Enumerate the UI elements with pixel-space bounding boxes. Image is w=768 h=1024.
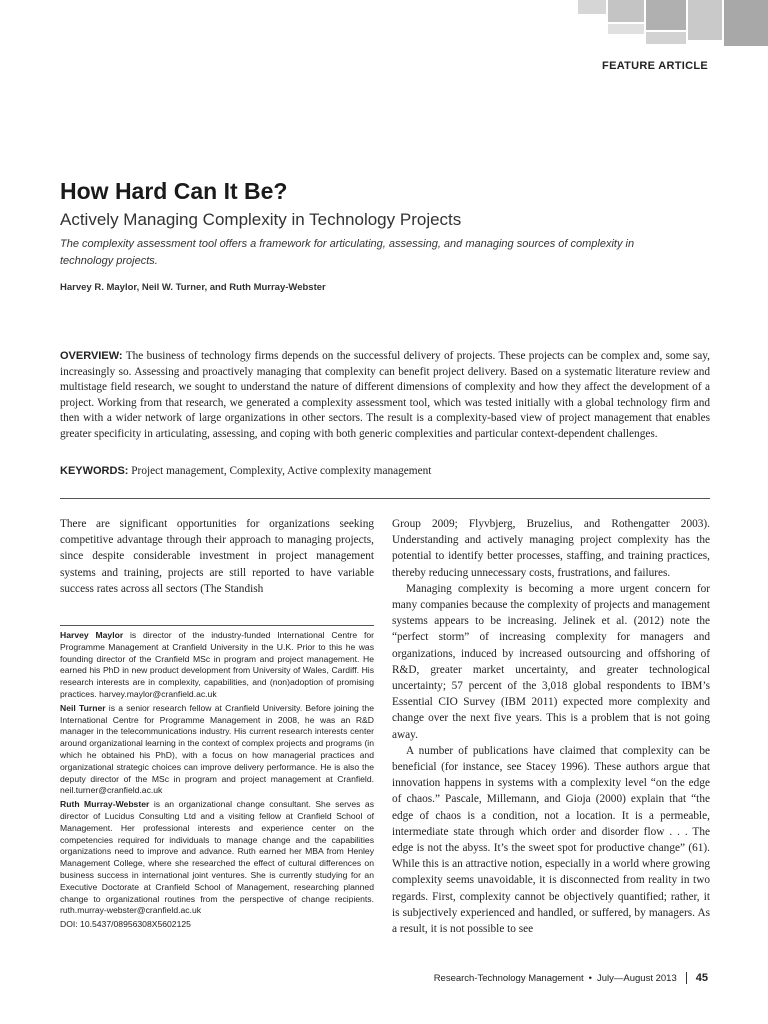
page-footer [434, 972, 708, 984]
overview-text: The business of technology firms depends on the successful delivery of projects. These projects can be complex and, some say, increasingly so. Assessing and proactively managing that complexity can benefit project delivery. Based on a systematic literature review and multistage field research, we sought to understand the nature of different dimensions of complexity and how they affect the development of a project. Working from that research, we generated a complexity assessment tool, which was tested initially with a global technology firm and then with a wider network of large organizations in other sectors. The result is a complexity-based view of project management that enables greater specificity in articulating, assessing, and coping with both generic complexities and particular context-dependent challenges. [60, 350, 710, 440]
overview-label: OVERVIEW: [60, 350, 123, 362]
bio-text: is director of the industry-funded International Centre for Programme Management at Cranfield University in the U.K. Prior to this he was founding director of the Cranfield MSc in program and project management. He earned his PhD in new product development from University of Wales, Cardiff. His research interests are in complexity, capabilities, and (non)adoption of promising practices. harvey.maylor@cranfield.ac.uk [60, 630, 374, 699]
body-right-column [392, 516, 710, 937]
bio-text: is a senior research fellow at Cranfield University. Before joining the International Centre for Programme Management in 2008, he was an R&D manager in the telecommunications industry. His current research interests center around organizational learning in the context of complex projects and programs (in which he obtained his PhD), with a focus on how managerial practices and organizational strategic choices can improve delivery performance. He is also the deputy director of the MSc in program and project management at Cranfield. neil.turner@cranfield.ac.uk [60, 702, 374, 796]
doi: DOI: 10.5437/08956308X5602125 [60, 919, 191, 930]
journal-name: Research-Technology Management [433, 972, 584, 984]
keywords [60, 465, 710, 477]
paragraph: Managing complexity is becoming a more urgent concern for many companies because the complexity of projects and management systems appears to be increasing. Jelinek et al. (2012) note the “perfect storm” of increasing complexity for managers and organizations, induced by increased outsourcing and offshoring of R&D, greater market uncertainty, and greater technological uncertainty; 57 percent of the 3,018 global respondents to IBM’s Essential CIO Survey (IBM 2011) expected more complexity and change over the next five years. This is a problem that is not going away. [392, 582, 710, 741]
bio-name: Ruth Murray-Webster [60, 799, 150, 810]
author-bios [60, 630, 374, 931]
bio-maylor [60, 630, 374, 701]
page-number: 45 [695, 972, 708, 984]
header-decoration [578, 0, 768, 46]
bio-divider [60, 625, 374, 626]
keywords-text: Project management, Complexity, Active complexity management [128, 465, 432, 477]
bio-name: Neil Turner [60, 702, 106, 713]
article-title: How Hard Can It Be? [60, 178, 288, 204]
footer-divider [686, 972, 687, 984]
divider [60, 498, 710, 499]
bio-turner [60, 703, 374, 797]
paragraph: Group 2009; Flyvbjerg, Bruzelius, and Rothengatter 2003). Understanding and actively managing project complexity has the potential to identify better processes, staffing, and training practices, thereby reducing unnecessary costs, frustrations, and failures. [392, 518, 710, 579]
article-dek: The complexity assessment tool offers a framework for articulating, assessing, and managing sources of complexity in technology projects. [60, 238, 635, 267]
body-left-column: There are significant opportunities for organizations seeking competitive advantage through their approach to managing projects, since despite considerable investment in project management systems and training, projects are still reported to have variable success rates across all sectors (The Standish [60, 518, 374, 595]
keywords-label: KEYWORDS: [60, 465, 129, 477]
footer-bullet: • [588, 972, 592, 984]
bio-name: Harvey Maylor [60, 630, 124, 640]
author-list: Harvey R. Maylor, Neil W. Turner, and Ruth Murray-Webster [60, 282, 326, 293]
article-subtitle: Actively Managing Complexity in Technology Projects [60, 210, 462, 229]
bio-text: is an organizational change consultant. She serves as director of Lucidus Consulting Ltd and a visiting fellow at Cranfield School of Management. Her professional interests and experience center on the competencies required for individuals to manage change and the capabilities organizations need to improve and advance. Ruth earned her MBA from Henley Management College, where she researched the effect of cultural differences on business success in international joint ventures. She is currently studying for an Executive Doctorate at Cranfield School of Management, researching planned change to organizational routines from the perspective of change recipients. ruth.murray-webster@cranfield.ac.uk [60, 799, 374, 916]
section-label: FEATURE ARTICLE [602, 60, 708, 72]
paragraph: A number of publications have claimed that complexity can be beneficial (for instance, see Stacey 1996). These authors argue that innovation happens in systems with a complexity level “on the edge of chaos.” Pascale, Millemann, and Gioja (2000) explain that “the edge of chaos is a condition, not a location. It is a permeable, intermediate state through which order and disorder flow . . . The edge is not the abyss. It’s the sweet spot for productive change” (61). While this is an attractive notion, especially in a world where growing complexity seems unavoidable, it is disconnected from reality in two regards. First, complexity cannot be objectively quantified; rather, it is subjectively experienced and handled, or suffered, by managers. As a result, it is not possible to see [392, 744, 710, 936]
overview-abstract [60, 349, 710, 443]
issue-date: July—August 2013 [597, 972, 677, 984]
bio-murray-webster [60, 799, 374, 917]
